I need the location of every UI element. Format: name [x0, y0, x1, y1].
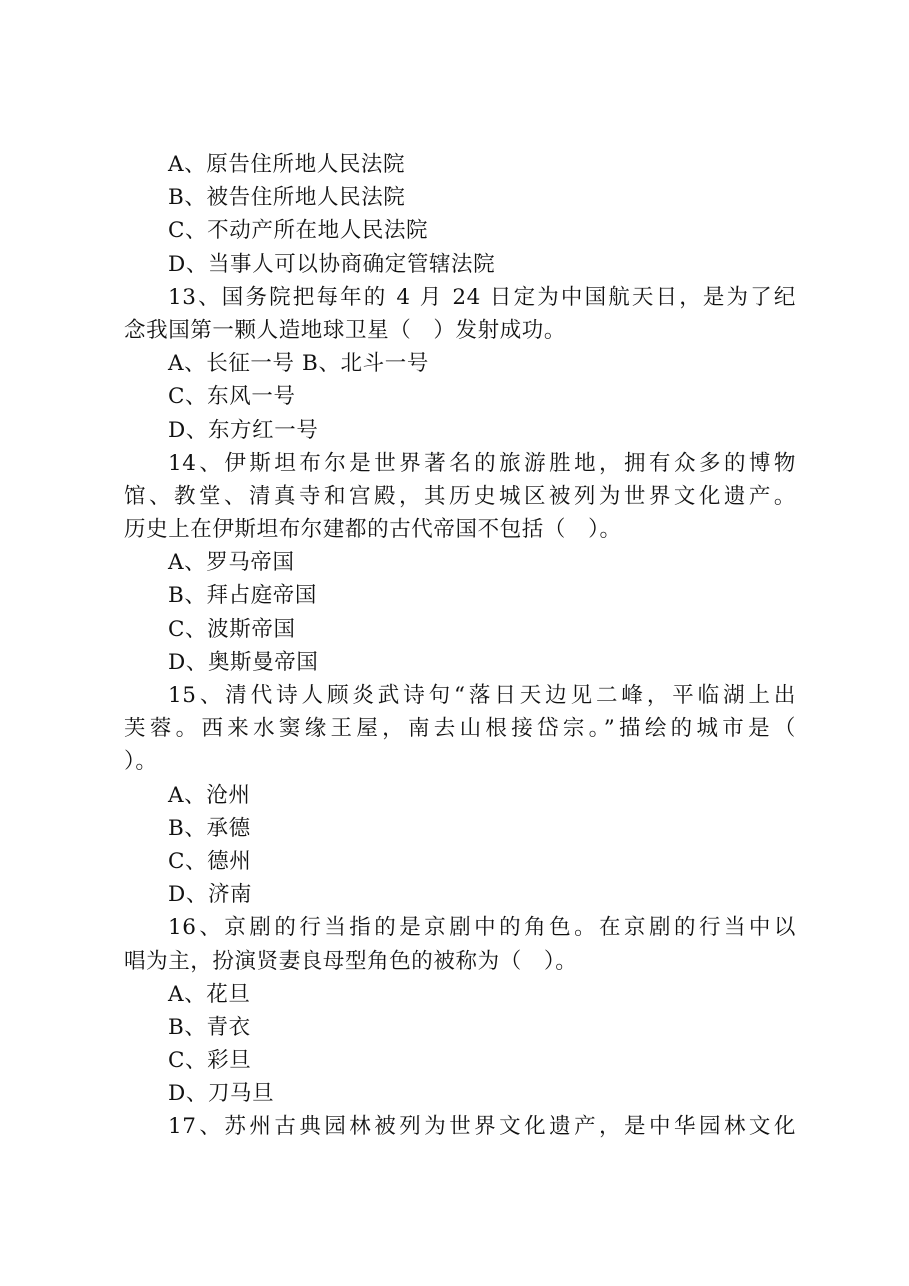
- question-text-line: 馆、教堂、清真寺和宫殿，其历史城区被列为世界文化遗产。: [124, 483, 796, 509]
- answer-option: D、当事人可以协商确定管辖法院: [168, 251, 496, 277]
- answer-option: A、花旦: [168, 981, 251, 1007]
- answer-option: D、奥斯曼帝国: [168, 649, 319, 675]
- question-text-line: 17、苏州古典园林被列为世界文化遗产，是中华园林文化: [168, 1114, 796, 1140]
- question-text-line: 芙蓉。西来水窦缘王屋，南去山根接岱宗。”描绘的城市是（: [124, 716, 796, 742]
- answer-option: B、青衣: [168, 1014, 251, 1040]
- answer-option: A、原告住所地人民法院: [168, 152, 406, 177]
- answer-option: B、被告住所地人民法院: [168, 185, 406, 211]
- answer-option: A、沧州: [168, 782, 251, 808]
- question-text-line: 13、国务院把每年的 4 月 24 日定为中国航天日，是为了纪: [168, 284, 796, 310]
- answer-option: C、不动产所在地人民法院: [168, 218, 429, 244]
- answer-option: A、长征一号 B、北斗一号: [168, 351, 429, 377]
- answer-option: C、东风一号: [168, 384, 296, 410]
- answer-option: C、彩旦: [168, 1048, 252, 1074]
- question-text-line: 14、伊斯坦布尔是世界著名的旅游胜地，拥有众多的博物: [168, 450, 796, 476]
- question-text-line: 念我国第一颗人造地球卫星（ ）发射成功。: [124, 317, 567, 343]
- document-body: [124, 148, 796, 1144]
- question-text-line: 历史上在伊斯坦布尔建都的古代帝国不包括（ ）。: [124, 517, 622, 543]
- question-text-line: 唱为主，扮演贤妻良母型角色的被称为（ ）。: [124, 948, 578, 974]
- question-text-line: 16、京剧的行当指的是京剧中的角色。在京剧的行当中以: [168, 915, 796, 941]
- answer-option: A、罗马帝国: [168, 550, 295, 576]
- answer-option: B、承德: [168, 815, 251, 841]
- question-text-line: ）。: [124, 749, 158, 775]
- answer-option: C、波斯帝国: [168, 616, 296, 642]
- answer-option: D、东方红一号: [168, 417, 319, 443]
- answer-option: D、刀马旦: [168, 1081, 275, 1107]
- answer-option: C、德州: [168, 848, 252, 874]
- question-text-line: 15、清代诗人顾炎武诗句“落日天边见二峰，平临湖上出: [168, 683, 796, 708]
- answer-option: D、济南: [168, 882, 253, 908]
- answer-option: B、拜占庭帝国: [168, 583, 318, 609]
